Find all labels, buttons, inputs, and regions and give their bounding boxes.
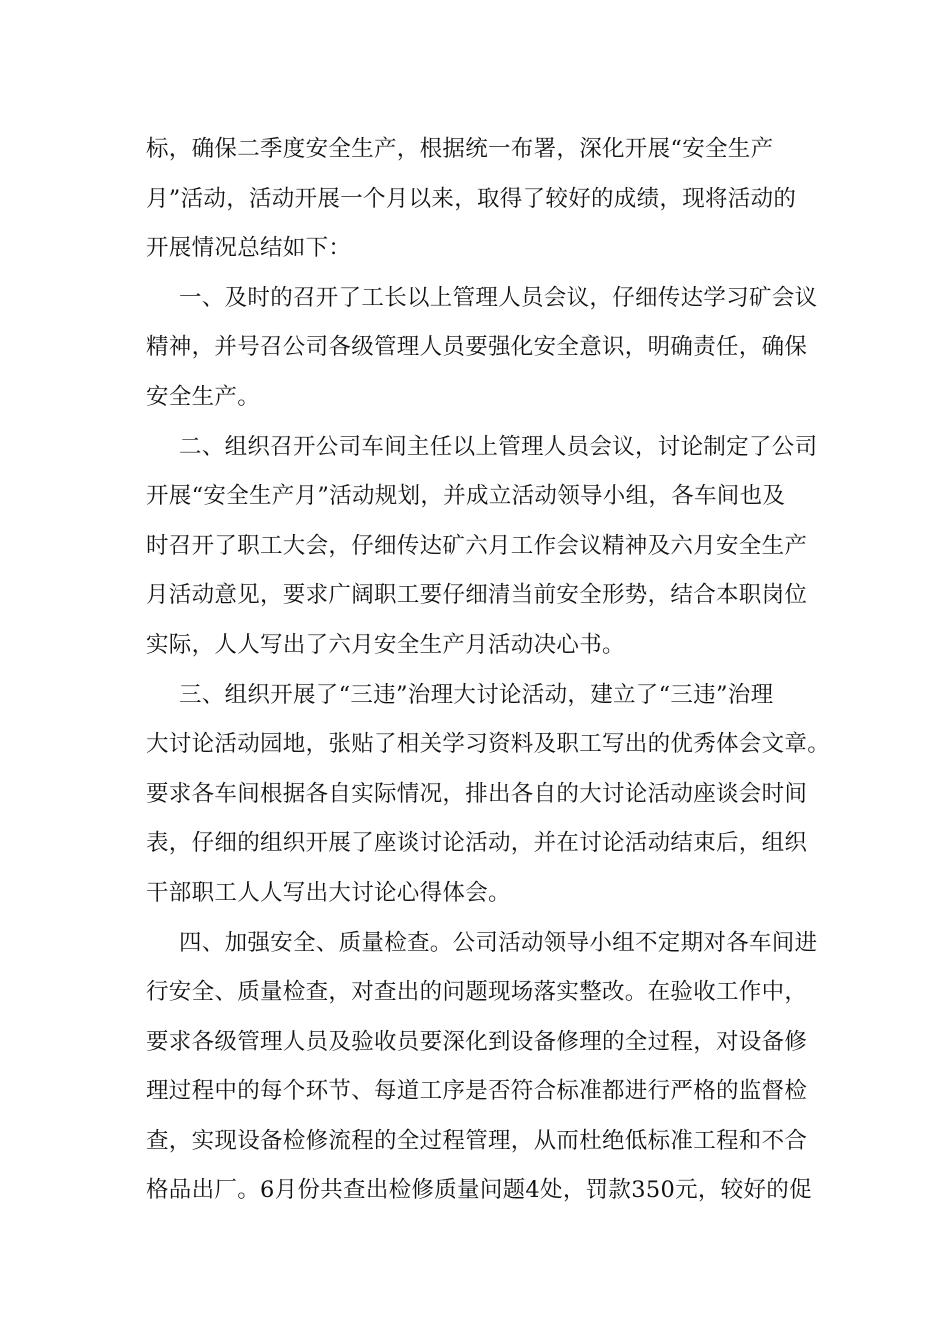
paragraph [146, 274, 818, 423]
text-line: 干部职工人人写出大讨论心得体会。 [146, 879, 511, 906]
text-line: 三、组织开展了“三违”治理大讨论活动，建立了“三违”治理 [179, 681, 774, 708]
text-line: 理过程中的每个环节、每道工序是否符合标准都进行严格的监督检 [146, 1078, 808, 1105]
text-line: 行安全、质量检查，对查出的问题现场落实整改。在验收工作中， [146, 979, 808, 1006]
text-line: 标，确保二季度安全生产，根据统一布署，深化开展“安全生产 [146, 136, 774, 162]
text-line: 查，实现设备检修流程的全过程管理，从而杜绝低标准工程和不合 [146, 1127, 808, 1154]
text-line: 月活动意见，要求广阔职工要仔细清当前安全形势，结合本职岗位 [146, 582, 808, 609]
text-line: 实际，人人写出了六月安全生产月活动决心书。 [146, 631, 625, 658]
text-line: 格品出厂。6月份共查出检修质量问题4处，罚款350元，较好的促 [146, 1177, 812, 1204]
text-line: 四、加强安全、质量检查。公司活动领导小组不定期对各车间进 [179, 929, 818, 956]
text-line: 大讨论活动园地，张贴了相关学习资料及职工写出的优秀体会文章。 [146, 731, 831, 758]
text-line: 开展“安全生产月”活动规划，并成立活动领导小组，各车间也及 [146, 483, 786, 510]
text-line: 开展情况总结如下： [146, 235, 352, 262]
document-body [146, 125, 831, 1216]
paragraph [146, 919, 818, 1217]
paragraph [146, 125, 806, 274]
paragraph [146, 423, 818, 671]
text-line: 要求各车间根据各自实际情况，排出各自的大讨论活动座谈会时间 [146, 780, 808, 807]
text-line: 安全生产。 [146, 383, 261, 410]
paragraph [146, 671, 831, 919]
text-line: 要求各级管理人员及验收员要深化到设备修理的全过程，对设备修 [146, 1028, 808, 1055]
text-line: 精神，并号召公司各级管理人员要强化安全意识，明确责任，确保 [146, 334, 808, 361]
text-line: 表，仔细的组织开展了座谈讨论活动，并在讨论活动结束后，组织 [146, 830, 808, 857]
text-line: 月”活动，活动开展一个月以来，取得了较好的成绩，现将活动的 [146, 185, 797, 212]
text-line: 二、组织召开公司车间主任以上管理人员会议，讨论制定了公司 [179, 433, 818, 460]
text-line: 时召开了职工大会，仔细传达矿六月工作会议精神及六月安全生产 [146, 532, 808, 559]
text-line: 一、及时的召开了工长以上管理人员会议，仔细传达学习矿会议 [179, 284, 818, 311]
